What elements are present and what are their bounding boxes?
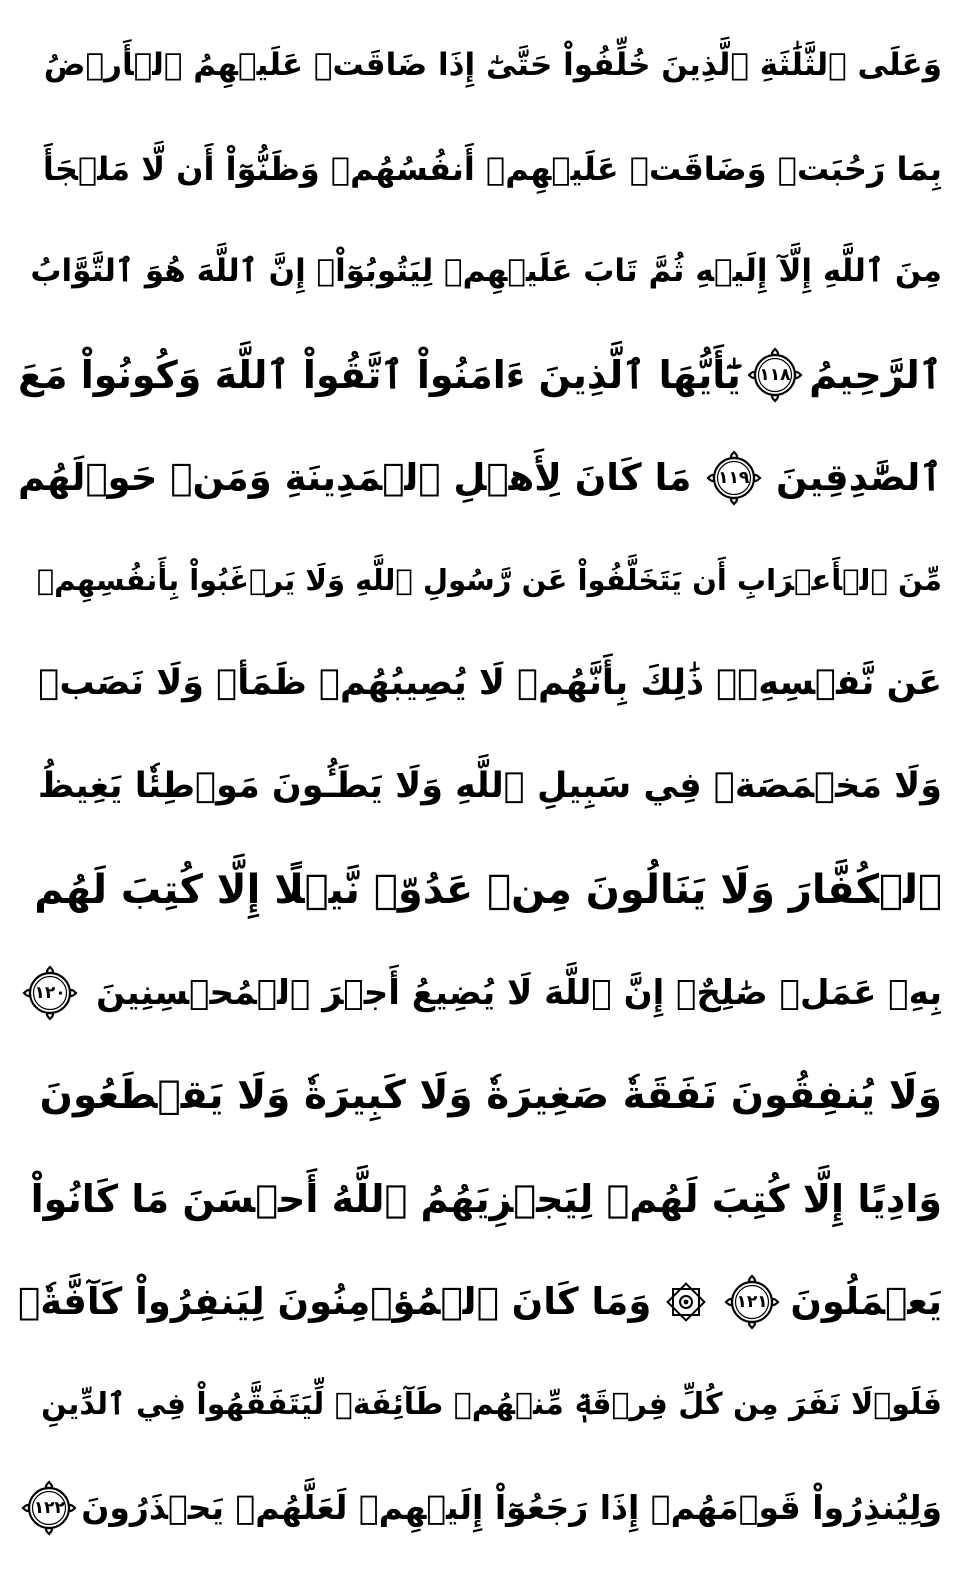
- ayah-end-ornament-icon: [706, 450, 762, 506]
- ayah-number: ١١٨: [759, 364, 791, 385]
- verse-text: وَلَا مَخۡمَصَةٞ فِي سَبِيلِ ٱللَّهِ وَلَا يَطَـُٔونَ مَوۡطِئٗا يَغِيظُ: [37, 766, 942, 806]
- ayah-end-ornament-icon: [747, 347, 803, 403]
- verse-text: يَعۡمَلُونَ: [790, 1280, 942, 1323]
- verse-text: وَمَا كَانَ ٱلۡمُؤۡمِنُونَ لِيَنفِرُواْ كَآفَّةٗۚ: [18, 1280, 652, 1323]
- ayah-number: ١٢٢: [33, 1497, 65, 1518]
- text-line: [18, 1147, 942, 1250]
- ayah-end-ornament-icon: [21, 1480, 77, 1536]
- text-line: [18, 632, 942, 735]
- text-line: [18, 117, 942, 220]
- text-line: [18, 1456, 942, 1559]
- verse-text: وَلِيُنذِرُواْ قَوۡمَهُمۡ إِذَا رَجَعُوٓاْ إِلَيۡهِمۡ لَعَلَّهُمۡ يَحۡذَرُونَ: [81, 1488, 942, 1527]
- text-line: [18, 838, 942, 941]
- verse-text: وَعَلَى ٱلثَّلَٰثَةِ ٱلَّذِينَ خُلِّفُواْ حَتَّىٰٓ إِذَا ضَاقَتۡ عَلَيۡهِمُ ٱلۡأَرۡضُ: [43, 47, 942, 83]
- verse-text: يَٰٓأَيُّهَا ٱلَّذِينَ ءَامَنُواْ ٱتَّقُواْ ٱللَّهَ وَكُونُواْ مَعَ: [18, 352, 741, 397]
- text-line: [18, 1353, 942, 1456]
- ayah-number: ١١٩: [718, 467, 750, 488]
- text-line: [18, 1250, 942, 1353]
- verse-text: ٱلرَّحِيمُ: [809, 352, 942, 397]
- verse-text: ٱلۡكُفَّارَ وَلَا يَنَالُونَ مِنۡ عَدُوّٖ نَّيۡلًا إِلَّا كُتِبَ لَهُم: [34, 866, 942, 913]
- ayah-end-ornament-icon: [22, 965, 78, 1021]
- verse-text: فَلَوۡلَا نَفَرَ مِن كُلِّ فِرۡقَةٖ مِّنۡهُمۡ طَآئِفَةٞ لِّيَتَفَقَّهُواْ فِي ٱلدِّينِ: [41, 1386, 942, 1422]
- verse-text: ٱلصَّٰدِقِينَ: [775, 456, 942, 499]
- text-line: [18, 735, 942, 838]
- text-line: [18, 14, 942, 117]
- rub-el-hizb-star-icon: [664, 1280, 708, 1324]
- ayah-end-ornament-icon: [724, 1274, 780, 1330]
- text-line: [18, 220, 942, 323]
- text-line: [18, 323, 942, 426]
- ayah-number: ١٢٠: [34, 982, 66, 1003]
- verse-text: وَلَا يُنفِقُونَ نَفَقَةٗ صَغِيرَةٗ وَلَا كَبِيرَةٗ وَلَا يَقۡطَعُونَ: [39, 1073, 942, 1118]
- text-line: [18, 1044, 942, 1147]
- verse-text: بِمَا رَحُبَتۡ وَضَاقَتۡ عَلَيۡهِمۡ أَنفُسُهُمۡ وَظَنُّوٓاْ أَن لَّا مَلۡجَأَ: [42, 149, 942, 188]
- text-line: [18, 941, 942, 1044]
- verse-text: مِّنَ ٱلۡأَعۡرَابِ أَن يَتَخَلَّفُواْ عَن رَّسُولِ ٱللَّهِ وَلَا يَرۡغَبُواْ بِأَنفُسِهِمۡ: [36, 563, 942, 597]
- verse-text: مَا كَانَ لِأَهۡلِ ٱلۡمَدِينَةِ وَمَنۡ حَوۡلَهُم: [18, 456, 692, 499]
- verse-text: عَن نَّفۡسِهِۦۚ ذَٰلِكَ بِأَنَّهُمۡ لَا يُصِيبُهُمۡ ظَمَأٞ وَلَا نَصَبٞ: [38, 663, 942, 703]
- text-line: [18, 426, 942, 529]
- verse-text: وَادِيًا إِلَّا كُتِبَ لَهُمۡ لِيَجۡزِيَهُمُ ٱللَّهُ أَحۡسَنَ مَا كَانُواْ: [30, 1176, 942, 1221]
- verse-text: بِهِۦ عَمَلٞ صَٰلِحٌۚ إِنَّ ٱللَّهَ لَا يُضِيعُ أَجۡرَ ٱلۡمُحۡسِنِينَ: [96, 972, 942, 1013]
- verse-text: مِنَ ٱللَّهِ إِلَّآ إِلَيۡهِ ثُمَّ تَابَ عَلَيۡهِمۡ لِيَتُوبُوٓاْۚ إِنَّ ٱللَّهَ هُوَ ٱلتَّوَّابُ: [30, 253, 942, 289]
- text-line: [18, 529, 942, 632]
- ayah-number: ١٢١: [736, 1291, 768, 1312]
